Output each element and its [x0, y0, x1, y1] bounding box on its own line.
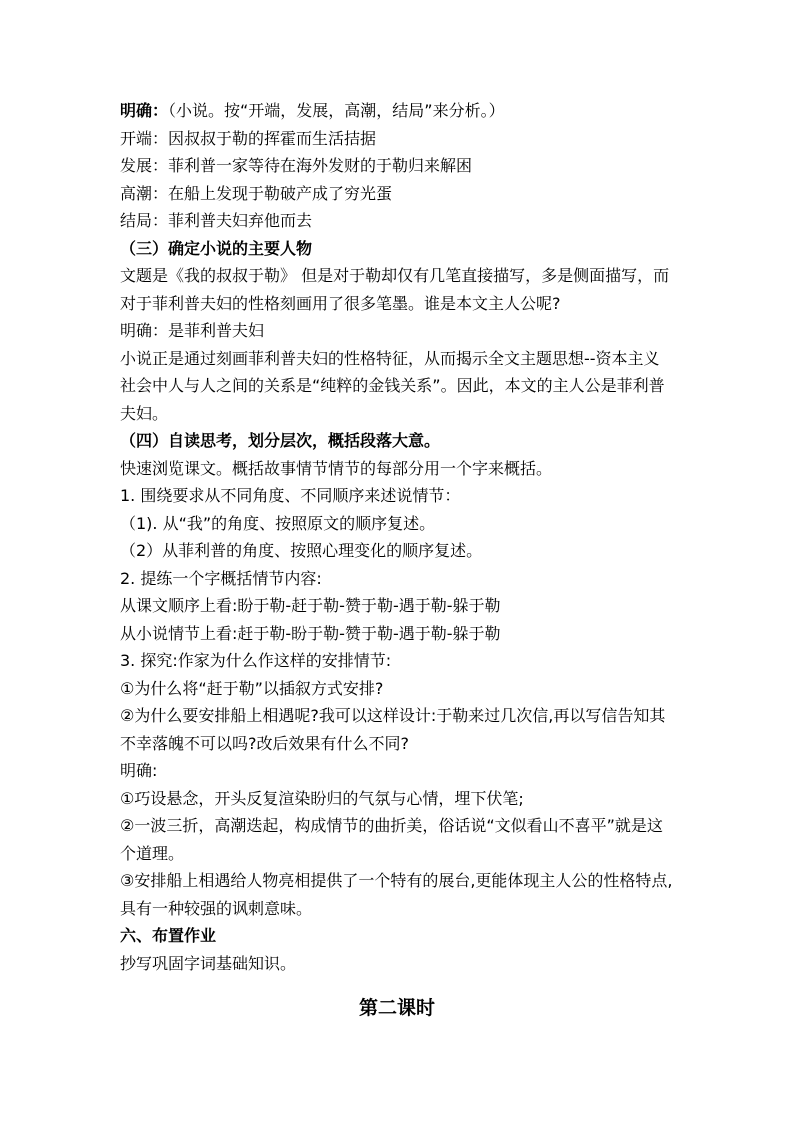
paragraph-line: 快速浏览课文。概括故事情节情节的每部分用一个字来概括。: [120, 458, 553, 478]
paragraph-line: 抄写巩固字词基础知识。: [120, 953, 297, 973]
paragraph-line: （1). 从“我”的角度、按照原文的顺序复述。: [120, 513, 436, 533]
paragraph-line: ①巧设悬念，开头反复渲染盼归的气氛与心情，埋下伏笔;: [120, 788, 524, 808]
answer-text: （小说。按“开端，发展，高潮，结局”来分析。）: [168, 101, 505, 120]
paragraph-line: 个道理。: [120, 843, 185, 863]
paragraph-line: ①为什么将“赶于勒”以插叙方式安排?: [120, 678, 384, 698]
paragraph-line: 社会中人与人之间的关系是“纯粹的金钱关系”。因此，本文的主人公是菲利普: [120, 376, 665, 395]
paragraph-line: 明确：是菲利普夫妇: [120, 321, 265, 340]
paragraph-line: 对于菲利普夫妇的性格刻画用了很多笔墨。谁是本文主人公呢?: [120, 293, 561, 313]
plot-climax: 高潮：在船上发现于勒破产成了穷光蛋: [120, 183, 393, 203]
paragraph-line: 从小说情节上看:赶于勒-盼于勒-赞于勒-遇于勒-躲于勒: [120, 623, 501, 643]
paragraph-line: 明确:: [120, 761, 158, 780]
section-heading-4: （四）自读思考，划分层次，概括段落大意。: [120, 431, 441, 450]
answer-label: 明确：: [120, 101, 169, 120]
answer-line: [120, 97, 686, 125]
section-heading-6: 六、布置作业: [120, 926, 217, 945]
paragraph-line: 夫妇。: [120, 403, 169, 423]
paragraph-line: 1. 围绕要求从不同角度、不同顺序来述说情节：: [120, 486, 461, 505]
paragraph-line: （2）从菲利普的角度、按照心理变化的顺序复述。: [120, 541, 483, 560]
lesson-section-title: 第二课时: [358, 997, 435, 1019]
paragraph-line: 小说正是通过刻画菲利普夫妇的性格特征，从而揭示全文主题思想--资本主义: [120, 348, 660, 368]
paragraph-line: 文题是《我的叔叔于勒》 但是对于勒却仅有几笔直接描写，多是侧面描写，而: [120, 266, 670, 285]
plot-ending: 结局：菲利普夫妇弃他而去: [120, 211, 313, 230]
plot-development: 发展：菲利普一家等待在海外发财的于勒归来解困: [120, 156, 473, 175]
paragraph-line: ②为什么要安排船上相遇呢?我可以这样设计:于勒来过几次信,再以写信告知其: [120, 706, 666, 725]
paragraph-line: 具有一种较强的讽刺意味。: [120, 898, 313, 918]
paragraph-line: ②一波三折，高潮迭起，构成情节的曲折美，俗话说“文似看山不喜平”就是这: [120, 816, 663, 835]
section-heading-3: （三）确定小说的主要人物: [120, 238, 313, 258]
plot-beginning: 开端：因叔叔于勒的挥霍而生活拮据: [120, 128, 377, 148]
paragraph-line: 从课文顺序上看:盼于勒-赶于勒-赞于勒-遇于勒-躲于勒: [120, 596, 501, 615]
document-body: [120, 97, 686, 977]
paragraph-line: ③安排船上相遇给人物亮相提供了一个特有的展台,更能体现主人公的性格特点,: [120, 871, 673, 890]
paragraph-line: 3. 探究:作家为什么作这样的安排情节:: [120, 651, 392, 670]
paragraph-line: 不幸落魄不可以吗?改后效果有什么不同?: [120, 733, 409, 753]
paragraph-line: 2. 提练一个字概括情节内容:: [120, 568, 322, 588]
